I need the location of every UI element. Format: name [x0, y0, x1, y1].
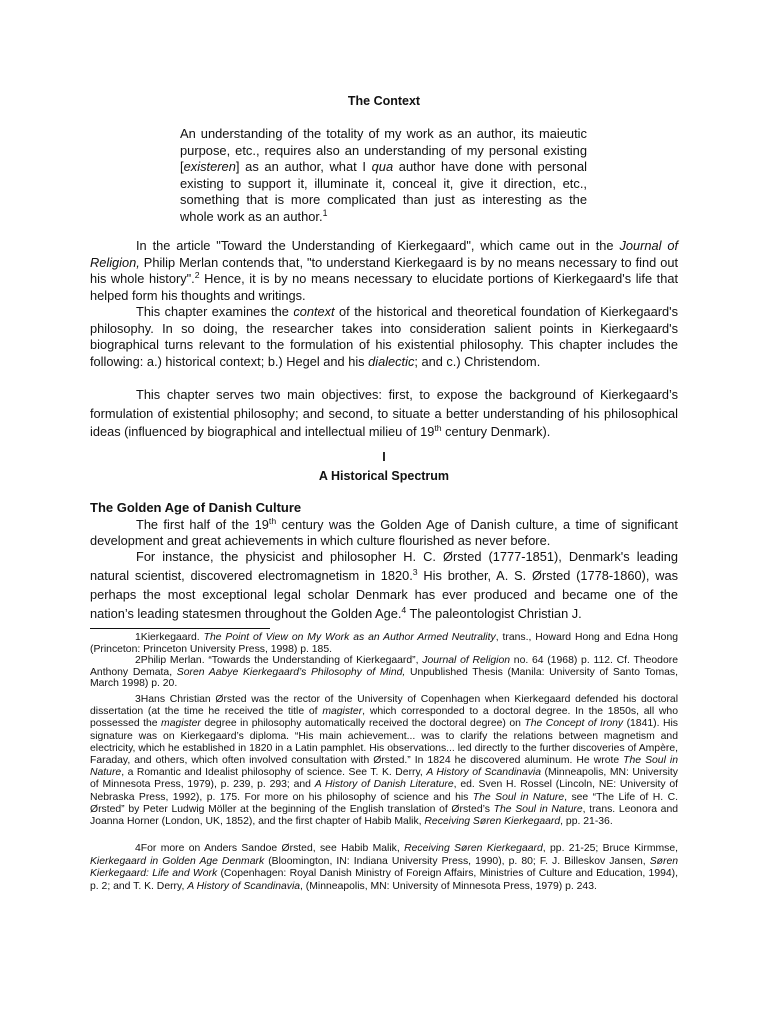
text-run: ; and c.) Christendom.: [414, 353, 541, 369]
text-run: (Minneapolis, MN: University of Minnesota Press, 1979), p. 239, p. 293; and: [90, 767, 678, 791]
text-run: The first half of the 19: [136, 517, 269, 532]
text-run: , (Minneapolis, MN: University of Minnesota Press, 1979) p. 243.: [300, 880, 597, 892]
italic-text: Soren Aabye Kierkegaard’s Philosophy of Mind,: [176, 666, 406, 678]
text-run: In the article "Toward the Understanding of Kierkegaard", which came out in the: [136, 238, 620, 253]
footnote-ref: 4: [401, 605, 407, 616]
footnote: [90, 694, 678, 828]
text-run: ] as an author, what I: [235, 159, 372, 174]
italic-text: Kierkegaard in Golden Age Denmark: [90, 855, 265, 867]
footnote-ref: 3: [412, 567, 418, 578]
footnote-ref: 1: [322, 207, 328, 218]
text-run: His brother, A. S. Ørsted (1778-1860), was perhaps the most exceptional legal scholar Denmark has ever produced and became one of the nation’s leading statesmen throughout the Golden Age.: [90, 568, 678, 621]
text-run: , which corresponded to a doctoral degree. In the 1850s, all who possessed the: [90, 706, 678, 730]
intro-paragraph: [90, 386, 678, 442]
italic-text: Receiving Søren Kierkegaard: [424, 816, 561, 828]
italic-text: Journal of Religion: [422, 655, 511, 666]
text-run: century Denmark).: [441, 424, 551, 440]
text-run: (Bloomington, IN: Indiana University Press, 1990), p. 80; F. J. Billeskov Jansen,: [264, 855, 650, 867]
text-run: , ed. Sven H. Rossel (Lincoln, NE: University of Nebraska Press, 1992), p. 175. For more on his philosophy of science and his: [90, 779, 678, 803]
section-title: A Historical Spectrum: [318, 469, 450, 483]
text-run: The paleontologist Christian J.: [406, 606, 582, 621]
chapter-title: The Context: [347, 94, 421, 108]
italic-text: dialectic: [368, 353, 415, 369]
footnote: [90, 655, 678, 690]
text-run: For instance, the physicist and philosopher H. C. Ørsted (1777-1851), Denmark's leading natural scientist, discovered electromagnetism in 1820.: [90, 549, 678, 583]
text-run: , a Romantic and Idealist philosophy of science. See T. K. Derry,: [121, 767, 427, 779]
text-run: (1841). His signature was on Kierkegaard’s diploma. “His main achievement... was to clarify the relations between magnetism and electricity, which he established in 1820 in a Latin pamphlet. His observations... led directly to the further discoveries of Ampère, Faraday, and others, which often involved consultation with Ørsted.” In 1824 he discovered aluminum. He wrote: [90, 718, 678, 767]
text-run: 2Philip Merlan. “Towards the Understanding of Kierkegaard”,: [135, 655, 423, 666]
italic-text: A History of Danish Literature: [314, 779, 454, 791]
italic-text: context: [293, 304, 335, 319]
footnote: [90, 632, 678, 655]
italic-text: The Concept of Irony: [524, 718, 624, 730]
italic-text: The Soul in Nature: [493, 803, 583, 815]
italic-text: The Soul in Nature: [90, 755, 679, 779]
text-run: (Copenhagen: Royal Danish Ministry of Foreign Affairs, Ministries of Culture and Education, 1994), p. 2; and T. K. Derry,: [90, 868, 679, 892]
text-run: Philip Merlan contends that, "to understand Kierkegaard is by no means necessary to find out his whole history".: [90, 254, 678, 286]
text-run: no. 64 (1968) p. 112. Cf. Theodore Anthony Demata,: [90, 655, 678, 678]
text-run: Unpublished Thesis (Manila: University of Santo Tomas, March 1998) p. 20.: [90, 666, 678, 690]
text-run: An understanding of the totality of my work as an author, its maieutic purpose, etc., requires also an understanding of my personal existing [: [180, 126, 587, 174]
footnote-ref: 2: [194, 270, 200, 281]
italic-text: The Soul in Nature: [472, 791, 565, 803]
text-run: This chapter examines the: [136, 304, 294, 319]
section-numeral: I: [382, 450, 386, 464]
text-run: 3Hans Christian Ørsted was the rector of the University of Copenhagen when Kierkegaard defended his doctoral dissertation (at the time he received the title of: [90, 694, 678, 718]
italic-text: Søren Kierkegaard: Life and Work: [90, 855, 678, 880]
text-run: , pp. 21-25; Bruce Kirmmse,: [542, 843, 679, 854]
text-run: 1Kierkegaard.: [135, 632, 204, 643]
italic-text: The Point of View on My Work as an Author Armed Neutrality: [203, 632, 496, 643]
italic-text: A History of Scandinavia: [426, 767, 541, 779]
italic-text: magister: [161, 718, 201, 730]
italic-text: magister: [322, 706, 363, 718]
subsection-heading: The Golden Age of Danish Culture: [90, 500, 302, 515]
italic-text: A History of Scandinavia: [187, 880, 301, 892]
footnote: [90, 843, 678, 893]
intro-paragraph: [90, 238, 678, 304]
text-run: , trans. Leonora and Joanna Horner (London, UK, 1852), and the first chapter of Habib Malik,: [90, 803, 678, 828]
body-paragraph: [90, 517, 678, 549]
text-run: , pp. 21-36.: [560, 816, 613, 828]
intro-paragraph: [90, 304, 678, 370]
text-run: 4For more on Anders Sandoe Ørsted, see Habib Malik,: [135, 843, 405, 854]
footnote-ref: th: [434, 423, 442, 434]
text-run: , trans., Howard Hong and Edna Hong (Princeton: Princeton University Press, 1998) p. 185.: [90, 632, 678, 655]
footnote-separator: [90, 628, 270, 629]
italic-text: Receiving Søren Kierkegaard: [404, 843, 543, 854]
text-run: century was the Golden Age of Danish culture, a time of significant development and great achievements in which culture flourished as never before.: [90, 517, 678, 548]
italic-text: qua: [371, 159, 394, 174]
epigraph-quote: [180, 126, 587, 225]
text-run: of the historical and theoretical foundation of Kierkegaard's philosophy. In so doing, the researcher takes into consideration salient points in Kierkegaard's biographical turns relevant to the formulation of his existential philosophy. This chapter includes the following: a.) historical context; b.) Hegel and his: [90, 304, 678, 369]
text-run: , see “The Life of H. C. Ørsted” by Peter Ludwig Möller at the beginning of the English translation of Ørsted’s: [90, 791, 678, 815]
text-run: This chapter serves two main objectives: first, to expose the background of Kierkegaard’s formulation of existential philosophy; and second, to situate a better understanding of his philosophical ideas (influenced by biographical and intellectual milieu of 19: [90, 387, 678, 440]
italic-text: existeren: [183, 159, 236, 174]
footnote-ref: th: [268, 516, 277, 527]
body-paragraph: [90, 547, 678, 623]
italic-text: Journal of Religion,: [90, 238, 678, 270]
text-run: Hence, it is by no means necessary to elucidate portions of Kierkegaard's life that helped form his thoughts and writings.: [90, 271, 678, 303]
text-run: author have done with personal existing to support it, illuminate it, conceal it, give it direction, etc., something that is more complicated than just as interesting as the whole work as an author.: [180, 159, 587, 224]
text-run: degree in philosophy automatically received the doctoral degree) on: [200, 718, 525, 730]
